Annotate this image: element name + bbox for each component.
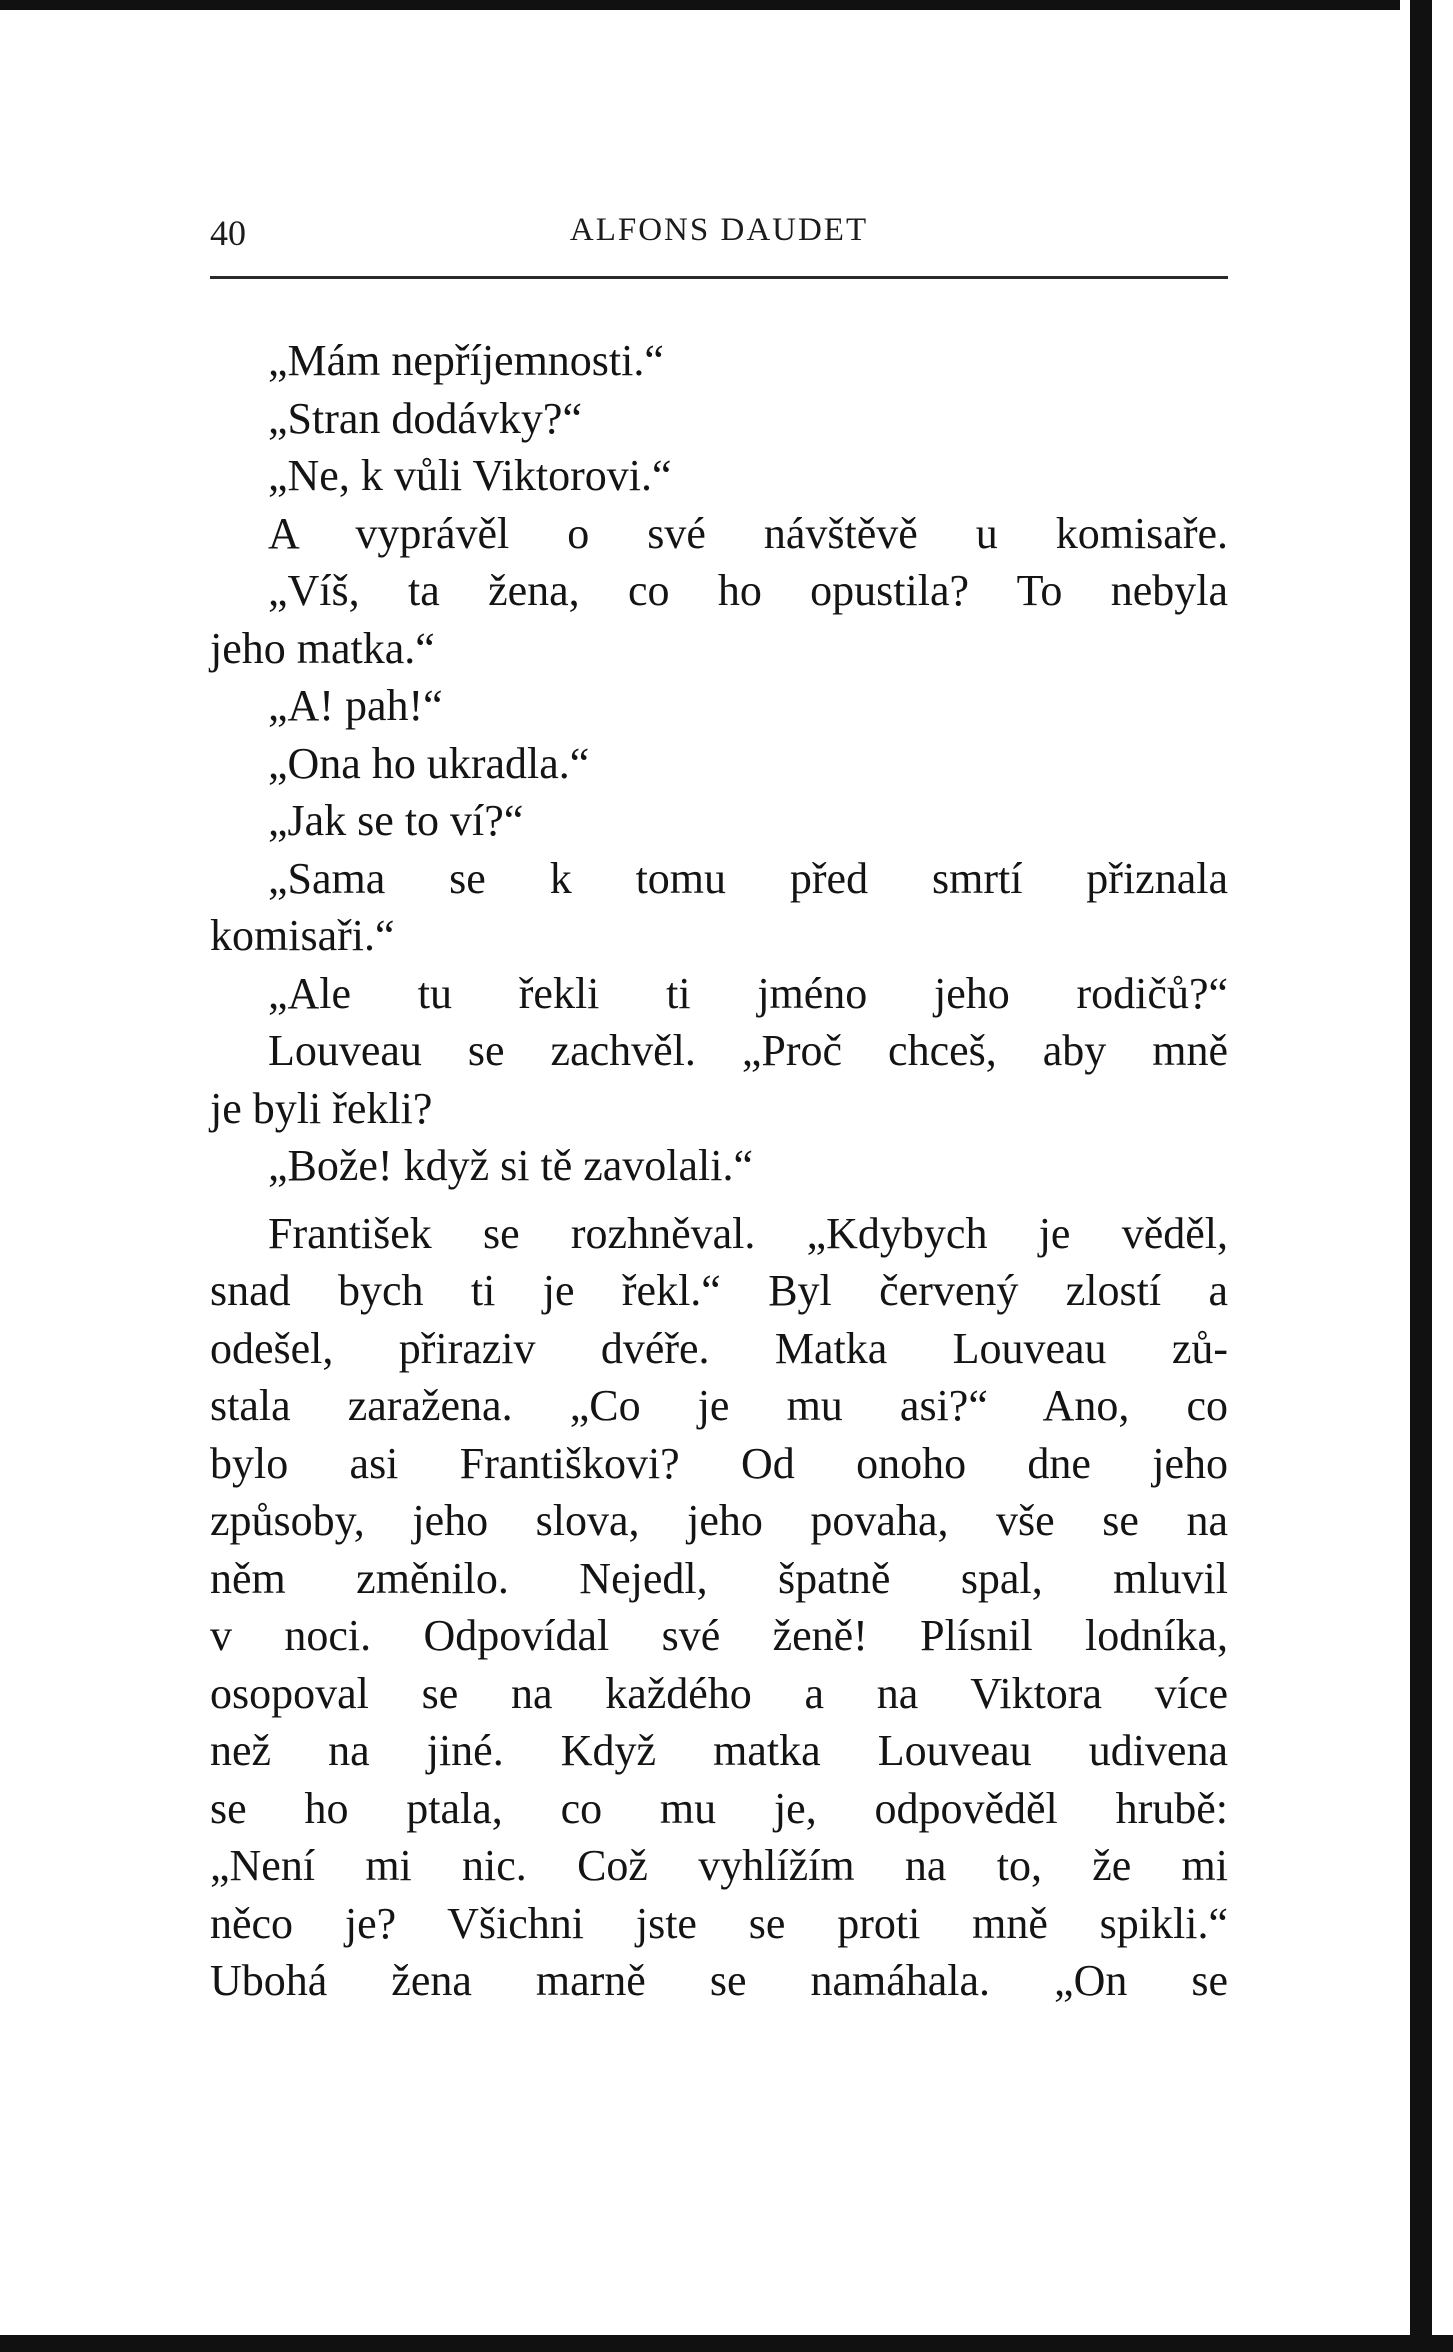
text-line: „Není mi nic. Což vyhlížím na to, že mi	[210, 1841, 1228, 1890]
text-line: než na jiné. Když matka Louveau udivena	[210, 1726, 1228, 1775]
text-line: v noci. Odpovídal své ženě! Plísnil lodníka,	[210, 1611, 1228, 1660]
scan-bottom-border	[0, 2335, 1453, 2352]
text-line: „A! pah!“	[268, 681, 443, 730]
text-line: něm změnilo. Nejedl, špatně spal, mluvil	[210, 1553, 1228, 1603]
text-line: Louveau se zachvěl. „Proč chceš, aby mně	[268, 1026, 1228, 1075]
text-line: „Sama se k tomu před smrtí přiznala	[268, 853, 1228, 903]
text-line: Ubohá žena marně se namáhala. „On se	[210, 1956, 1228, 2005]
text-line: „Ale tu řekli ti jméno jeho rodičů?“	[268, 968, 1228, 1018]
text-line: komisaři.“	[210, 911, 395, 960]
text-line: „Víš, ta žena, co ho opustila? To nebyla	[268, 566, 1228, 615]
text-line: „Mám nepříjemnosti.“	[268, 336, 664, 385]
text-line: A vyprávěl o své návštěvě u komisaře.	[268, 508, 1228, 558]
text-line: „Jak se to ví?“	[268, 796, 524, 845]
text-line: „Bože! když si tě zavolali.“	[268, 1141, 754, 1190]
text-line: snad bych ti je řekl.“ Byl červený zlostí a	[210, 1266, 1228, 1315]
text-line: František se rozhněval. „Kdybych je věděl,	[268, 1208, 1228, 1258]
running-head: ALFONS DAUDET	[569, 212, 869, 248]
text-line: „Ne, k vůli Viktorovi.“	[268, 451, 672, 500]
text-line: odešel, přiraziv dvéře. Matka Louveau zů-	[210, 1323, 1228, 1373]
text-line: bylo asi Františkovi? Od onoho dne jeho	[210, 1438, 1228, 1488]
text-line: způsoby, jeho slova, jeho povaha, vše se na	[210, 1496, 1228, 1545]
header-rule	[210, 276, 1228, 279]
page-number: 40	[210, 213, 246, 253]
text-line: „Ona ho ukradla.“	[268, 738, 590, 788]
text-line: stala zaražena. „Co je mu asi?“ Ano, co	[210, 1381, 1228, 1430]
scan-top-border	[0, 0, 1453, 10]
text-line: osopoval se na každého a na Viktora více	[210, 1668, 1228, 1718]
text-line: něco je? Všichni jste se proti mně spikli.“	[210, 1898, 1228, 1948]
book-spine-edge	[1410, 0, 1432, 2352]
text-line: se ho ptala, co mu je, odpověděl hrubě:	[210, 1783, 1228, 1833]
text-line: „Stran dodávky?“	[268, 393, 582, 443]
body-text	[210, 332, 1228, 2010]
text-line: jeho matka.“	[210, 623, 435, 673]
text-line: je byli řekli?	[210, 1083, 433, 1133]
page-header	[210, 212, 1228, 262]
